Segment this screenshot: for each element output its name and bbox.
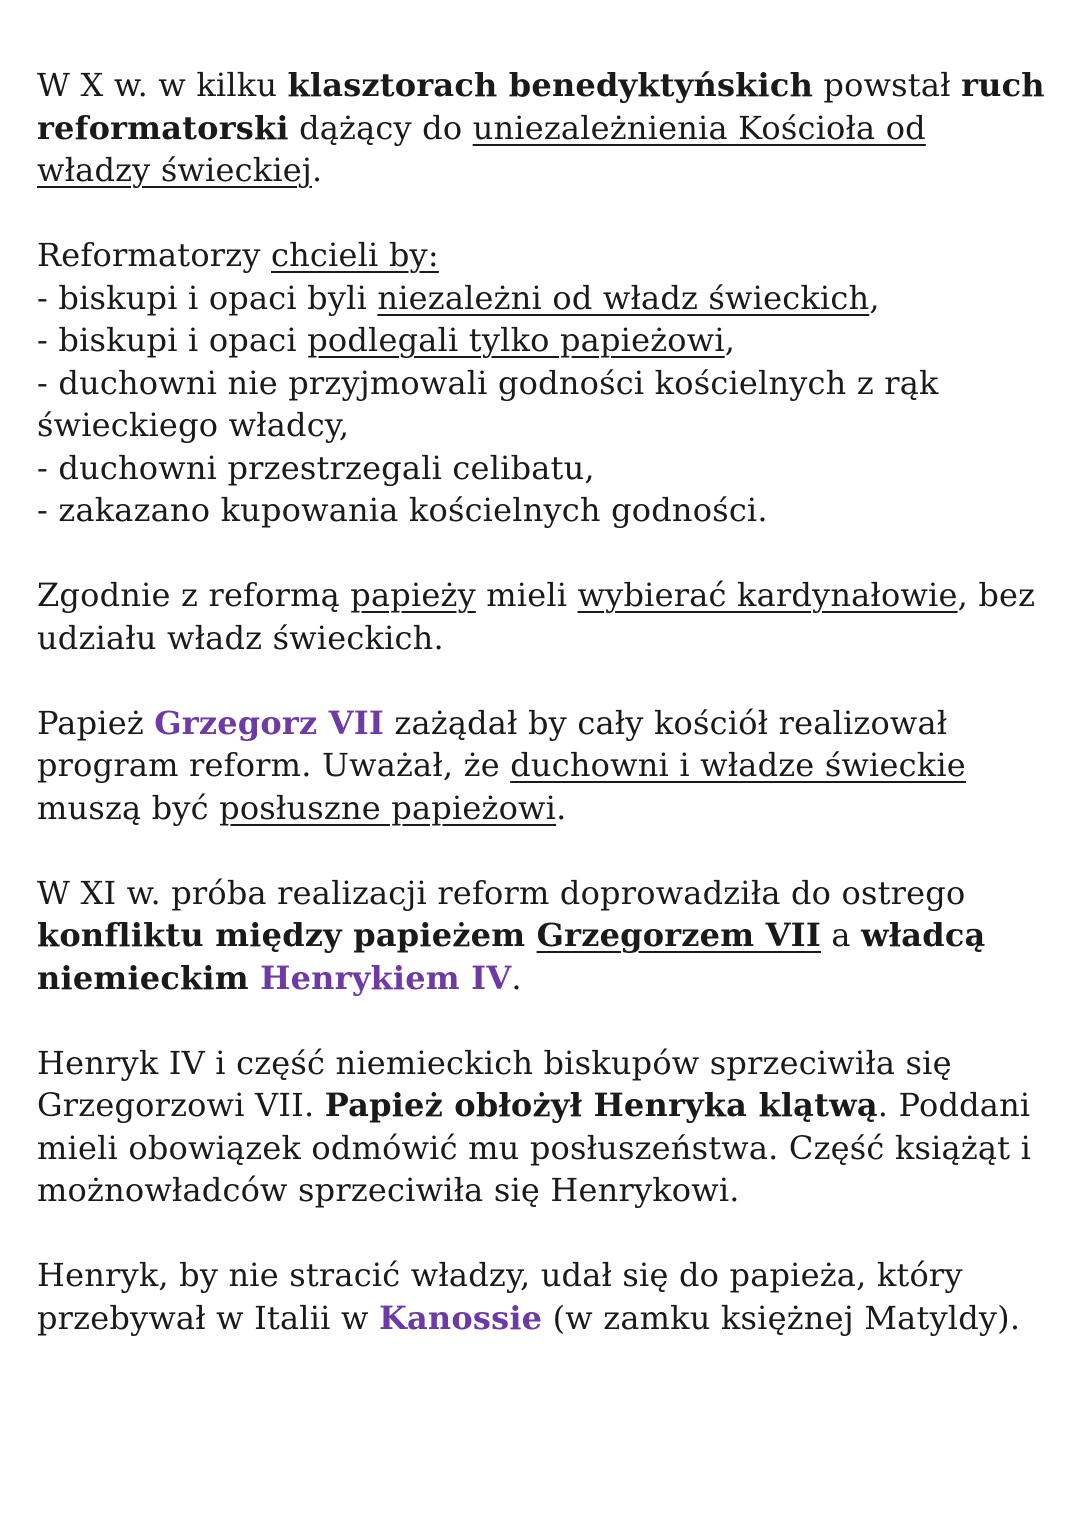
text: W X w. w kilku <box>37 66 288 104</box>
underlined-text: niezależni od władz świeckich <box>377 278 870 317</box>
text: mieli <box>475 576 578 614</box>
spacer <box>37 1212 1047 1255</box>
paragraph-pope-election <box>37 574 1047 659</box>
text: a <box>821 916 862 954</box>
list-item: - zakazano kupowania kościelnych godności. <box>37 491 768 529</box>
document-body <box>37 64 1047 1339</box>
underlined-text: wybierać kardynałowie <box>577 576 958 614</box>
text: muszą być <box>37 788 220 827</box>
underlined-text: papieży <box>350 576 476 614</box>
text: Zgodnie z reformą <box>37 576 351 614</box>
paragraph-reformers-goals <box>37 234 1047 532</box>
text: . Poddani mieli obowiązek odmówić mu posłuszeństwa. Część książąt i możnowładców sprzeciwiła się Henrykowi. <box>37 1086 1032 1209</box>
highlighted-name: Grzegorz VII <box>154 703 385 742</box>
spacer <box>37 192 1047 235</box>
underlined-text: uniezależnienia Kościoła od władzy świeckiej <box>37 108 926 189</box>
bold-text: klasztorach benedyktyńskich <box>287 66 814 104</box>
list-item: - biskupi i opaci <box>37 321 308 359</box>
spacer <box>37 999 1047 1042</box>
text: (w zamku księżnej Matyldy). <box>542 1298 1021 1337</box>
text: zażądał by cały kościół realizował program reform. Uważał, że <box>37 703 948 784</box>
paragraph-canossa <box>37 1254 1047 1339</box>
text: Reformatorzy <box>37 236 271 274</box>
underlined-text: posłuszne papieżowi <box>219 788 557 827</box>
underlined-text: chcieli by: <box>271 236 439 274</box>
bold-text: władcą niemieckim <box>37 916 986 997</box>
text: , <box>869 278 880 317</box>
text: Henryk, by nie stracić władzy, udał się do papieża, który przebywał w Italii w <box>37 1256 963 1337</box>
paragraph-gregory-vii <box>37 702 1047 830</box>
paragraph-conflict <box>37 872 1047 1000</box>
underlined-text: podlegali tylko papieżowi <box>307 321 725 359</box>
text: , bez udziału władz świeckich. <box>37 576 1036 657</box>
text: dążący do <box>288 108 473 147</box>
text: . <box>312 151 323 189</box>
text: powstał <box>813 66 962 104</box>
text: . <box>511 958 522 997</box>
list-item: - biskupi i opaci byli <box>37 278 378 317</box>
text: . <box>556 788 567 827</box>
bold-underlined-text: Grzegorzem VII <box>536 916 822 954</box>
bold-text: Papież obłożył Henryka klątwą <box>324 1086 878 1124</box>
text: Henryk IV i część niemieckich biskupów sprzeciwiła się Grzegorzowi VII. <box>37 1043 952 1124</box>
paragraph-reform-movement <box>37 64 1047 192</box>
spacer <box>37 532 1047 575</box>
text: , <box>724 321 736 359</box>
spacer <box>37 659 1047 702</box>
list-item: - duchowni przestrzegali celibatu, <box>37 448 595 487</box>
highlighted-name: Henrykiem IV <box>260 958 512 997</box>
text: Papież <box>37 703 155 742</box>
text: W XI w. próba realizacji reform doprowadziła do ostrego <box>37 873 966 912</box>
highlighted-name: Kanossie <box>378 1298 543 1337</box>
bold-text: konfliktu między papieżem <box>37 916 537 954</box>
list-item: - duchowni nie przyjmowali godności kościelnych z rąk świeckiego władcy, <box>37 363 939 444</box>
bold-text: ruch reformatorski <box>37 66 1045 147</box>
paragraph-excommunication <box>37 1042 1047 1212</box>
spacer <box>37 829 1047 872</box>
underlined-text: duchowni i władze świeckie <box>510 746 966 784</box>
